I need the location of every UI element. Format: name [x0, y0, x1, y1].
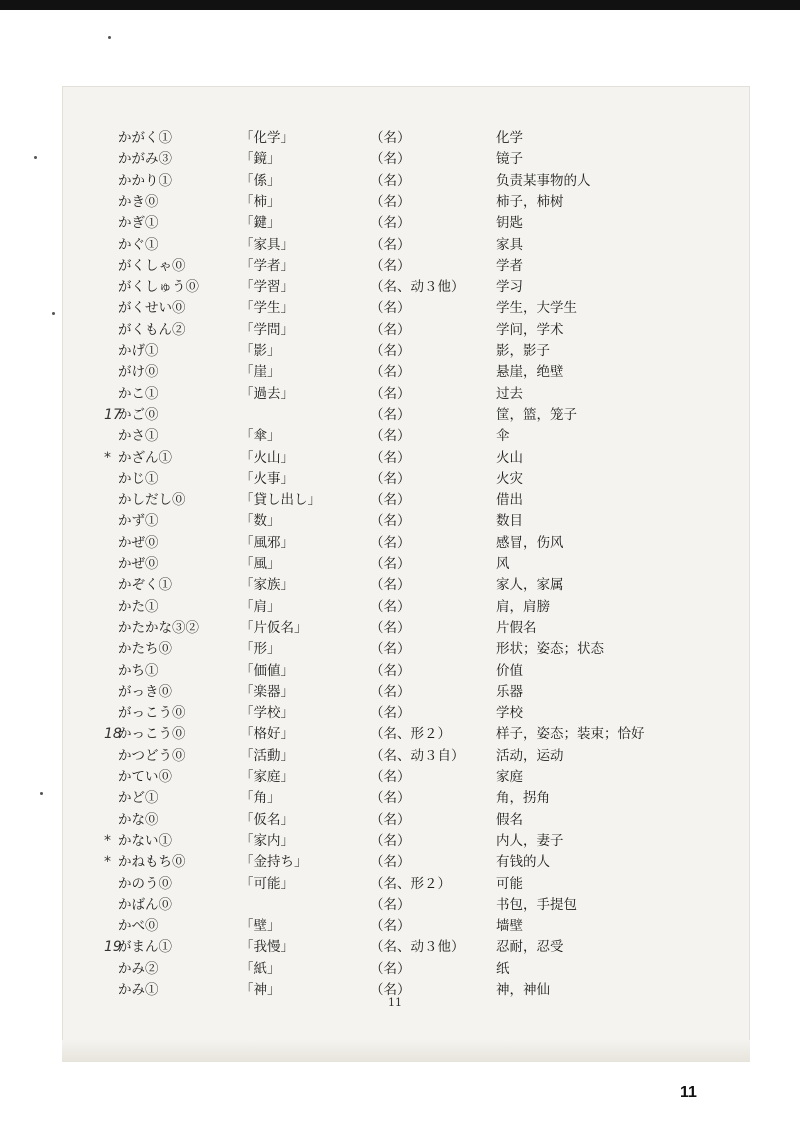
part-of-speech: （名、形２） — [370, 726, 451, 743]
part-of-speech: （名） — [370, 811, 411, 828]
kanji: 「火山」 — [240, 449, 294, 466]
reading: かがく① — [118, 130, 172, 146]
part-of-speech: （名） — [370, 960, 411, 977]
vocab-row — [0, 128, 800, 149]
part-of-speech: （名） — [370, 556, 411, 572]
vocab-row — [0, 533, 800, 554]
part-of-speech: （名） — [370, 641, 411, 658]
vocab-row — [0, 767, 800, 788]
part-of-speech: （名） — [370, 215, 411, 232]
part-of-speech: （名） — [370, 130, 411, 146]
vocab-row — [0, 597, 800, 618]
vocab-row — [0, 575, 800, 596]
meaning: 乐器 — [496, 683, 523, 700]
reading: かばん⓪ — [118, 896, 172, 913]
part-of-speech: （名） — [370, 406, 411, 423]
vocab-row — [0, 852, 800, 873]
reading: かぎ① — [118, 215, 159, 232]
meaning: 片假名 — [496, 619, 537, 636]
reading: かき⓪ — [118, 193, 159, 210]
kanji: 「楽器」 — [240, 683, 294, 700]
reading: がっこう⓪ — [118, 705, 186, 722]
part-of-speech: （名） — [370, 236, 411, 253]
reading: かざん① — [118, 449, 172, 466]
part-of-speech: （名） — [370, 513, 411, 530]
meaning: 学校 — [496, 705, 523, 722]
vocab-row — [0, 448, 800, 469]
kanji: 「傘」 — [240, 428, 281, 445]
vocab-row — [0, 959, 800, 980]
kanji: 「数」 — [240, 513, 281, 530]
meaning: 形状；姿态；状态 — [496, 641, 604, 658]
kanji: 「角」 — [240, 790, 281, 807]
vocab-row — [0, 192, 800, 213]
reading: かてい⓪ — [118, 769, 172, 785]
kanji: 「紙」 — [240, 960, 281, 977]
reading: かず① — [118, 513, 159, 530]
meaning: 借出 — [496, 492, 523, 509]
reading: かかり① — [118, 172, 172, 189]
margin-mark: * — [104, 854, 111, 871]
margin-mark: * — [104, 449, 111, 466]
vocab-row — [0, 682, 800, 703]
part-of-speech: （名、形２） — [370, 875, 451, 892]
reading: かぜ⓪ — [118, 534, 159, 551]
reading: かつどう⓪ — [118, 747, 186, 764]
vocab-row — [0, 874, 800, 895]
meaning: 有钱的人 — [496, 854, 550, 871]
reading: かべ⓪ — [118, 918, 159, 935]
part-of-speech: （名） — [370, 321, 411, 338]
part-of-speech: （名） — [370, 470, 411, 487]
margin-mark: 17 — [104, 406, 122, 423]
kanji: 「形」 — [240, 641, 281, 658]
meaning: 纸 — [496, 960, 510, 977]
meaning: 内人，妻子 — [496, 832, 564, 849]
page-number: 11 — [680, 1084, 697, 1101]
scan-top-border — [0, 0, 800, 10]
part-of-speech: （名） — [370, 449, 411, 466]
meaning: 可能 — [496, 875, 523, 892]
meaning: 家人，家属 — [496, 577, 564, 594]
meaning: 感冒，伤风 — [496, 534, 564, 551]
meaning: 活动，运动 — [496, 747, 564, 764]
vocab-row — [0, 810, 800, 831]
reading: かぐ① — [118, 236, 159, 253]
kanji: 「風」 — [240, 556, 281, 572]
inner-page-number: 11 — [388, 996, 402, 1009]
kanji: 「学校」 — [240, 705, 294, 722]
meaning: 负责某事物的人 — [496, 172, 591, 189]
vocab-row — [0, 362, 800, 383]
vocab-row — [0, 661, 800, 682]
meaning: 影，影子 — [496, 343, 550, 359]
part-of-speech: （名） — [370, 385, 411, 402]
vocab-row — [0, 639, 800, 660]
kanji: 「神」 — [240, 982, 281, 998]
reading: かみ② — [118, 960, 159, 977]
kanji: 「片仮名」 — [240, 619, 308, 636]
vocab-row — [0, 490, 800, 511]
part-of-speech: （名） — [370, 790, 411, 807]
kanji: 「影」 — [240, 343, 281, 359]
meaning: 风 — [496, 556, 510, 572]
part-of-speech: （名） — [370, 982, 411, 998]
part-of-speech: （名） — [370, 705, 411, 722]
part-of-speech: （名） — [370, 918, 411, 935]
vocab-row — [0, 788, 800, 809]
meaning: 火灾 — [496, 470, 523, 487]
kanji: 「家庭」 — [240, 769, 294, 785]
reading: かしだし⓪ — [118, 492, 186, 509]
vocab-row — [0, 916, 800, 937]
vocab-row — [0, 171, 800, 192]
kanji: 「学習」 — [240, 279, 294, 296]
kanji: 「金持ち」 — [240, 854, 308, 871]
part-of-speech: （名） — [370, 151, 411, 168]
kanji: 「家内」 — [240, 832, 294, 849]
part-of-speech: （名） — [370, 832, 411, 849]
meaning: 家庭 — [496, 769, 523, 785]
reading: がっき⓪ — [118, 683, 172, 700]
part-of-speech: （名） — [370, 769, 411, 785]
kanji: 「学問」 — [240, 321, 294, 338]
kanji: 「可能」 — [240, 875, 294, 892]
kanji: 「柿」 — [240, 193, 281, 210]
meaning: 柿子，柿树 — [496, 193, 564, 210]
reading: かみ① — [118, 982, 159, 998]
kanji: 「鏡」 — [240, 151, 281, 168]
reading: かな⓪ — [118, 811, 159, 828]
reading: かのう⓪ — [118, 875, 172, 892]
reading: がくしゅう⓪ — [118, 279, 199, 296]
margin-mark: * — [104, 832, 111, 849]
reading: がくせい⓪ — [118, 300, 186, 317]
meaning: 神，神仙 — [496, 982, 550, 998]
reading: かげ① — [118, 343, 159, 359]
part-of-speech: （名） — [370, 193, 411, 210]
vocab-row — [0, 724, 800, 745]
reading: がけ⓪ — [118, 364, 159, 381]
page-bottom-shadow — [62, 1040, 750, 1062]
meaning: 价值 — [496, 662, 523, 679]
kanji: 「係」 — [240, 172, 281, 189]
vocab-row — [0, 320, 800, 341]
part-of-speech: （名） — [370, 343, 411, 359]
reading: がくしゃ⓪ — [118, 257, 186, 274]
reading: かご⓪ — [118, 406, 159, 423]
reading: かち① — [118, 662, 159, 679]
kanji: 「化学」 — [240, 130, 294, 146]
vocab-row — [0, 149, 800, 170]
part-of-speech: （名） — [370, 364, 411, 381]
reading: かたち⓪ — [118, 641, 172, 658]
meaning: 墙壁 — [496, 918, 523, 935]
vocab-row — [0, 554, 800, 575]
vocab-row — [0, 831, 800, 852]
meaning: 假名 — [496, 811, 523, 828]
meaning: 学问，学术 — [496, 321, 564, 338]
meaning: 伞 — [496, 428, 510, 445]
kanji: 「学者」 — [240, 257, 294, 274]
kanji: 「壁」 — [240, 918, 281, 935]
part-of-speech: （名） — [370, 492, 411, 509]
vocab-row — [0, 256, 800, 277]
kanji: 「火事」 — [240, 470, 294, 487]
kanji: 「過去」 — [240, 385, 294, 402]
part-of-speech: （名） — [370, 534, 411, 551]
part-of-speech: （名） — [370, 854, 411, 871]
vocab-row — [0, 235, 800, 256]
reading: かがみ③ — [118, 151, 172, 168]
reading: かぜ⓪ — [118, 556, 159, 572]
vocab-row — [0, 618, 800, 639]
kanji: 「鍵」 — [240, 215, 281, 232]
kanji: 「我慢」 — [240, 939, 294, 956]
vocab-row — [0, 746, 800, 767]
vocab-row — [0, 405, 800, 426]
kanji: 「貸し出し」 — [240, 492, 321, 509]
meaning: 学生，大学生 — [496, 300, 577, 317]
meaning: 忍耐，忍受 — [496, 939, 564, 956]
meaning: 书包，手提包 — [496, 896, 577, 913]
kanji: 「肩」 — [240, 598, 281, 615]
part-of-speech: （名、动３他） — [370, 279, 465, 296]
vocab-row — [0, 341, 800, 362]
kanji: 「学生」 — [240, 300, 294, 317]
reading: がまん① — [118, 939, 172, 956]
kanji: 「家具」 — [240, 236, 294, 253]
reading: かこ① — [118, 385, 159, 402]
part-of-speech: （名） — [370, 896, 411, 913]
vocab-row — [0, 426, 800, 447]
reading: かた① — [118, 598, 159, 615]
part-of-speech: （名） — [370, 662, 411, 679]
margin-mark: 18 — [104, 726, 122, 743]
part-of-speech: （名） — [370, 598, 411, 615]
meaning: 过去 — [496, 385, 523, 402]
kanji: 「風邪」 — [240, 534, 294, 551]
vocab-row — [0, 213, 800, 234]
vocab-row — [0, 703, 800, 724]
vocab-row — [0, 895, 800, 916]
part-of-speech: （名、动３他） — [370, 939, 465, 956]
meaning: 悬崖，绝壁 — [496, 364, 564, 381]
reading: がくもん② — [118, 321, 186, 338]
part-of-speech: （名） — [370, 619, 411, 636]
vocab-row — [0, 937, 800, 958]
reading: かど① — [118, 790, 159, 807]
reading: かじ① — [118, 470, 159, 487]
scan-speck — [108, 36, 111, 39]
kanji: 「仮名」 — [240, 811, 294, 828]
kanji: 「家族」 — [240, 577, 294, 594]
reading: かっこう⓪ — [118, 726, 186, 743]
meaning: 肩，肩膀 — [496, 598, 550, 615]
reading: かねもち⓪ — [118, 854, 186, 871]
meaning: 镜子 — [496, 151, 523, 168]
meaning: 火山 — [496, 449, 523, 466]
part-of-speech: （名） — [370, 172, 411, 189]
kanji: 「格好」 — [240, 726, 294, 743]
part-of-speech: （名） — [370, 300, 411, 317]
meaning: 学习 — [496, 279, 523, 296]
part-of-speech: （名） — [370, 257, 411, 274]
vocab-row — [0, 511, 800, 532]
meaning: 数目 — [496, 513, 523, 530]
margin-mark: 19 — [104, 939, 122, 956]
meaning: 筐，篮，笼子 — [496, 406, 577, 423]
vocab-row — [0, 469, 800, 490]
vocab-row — [0, 384, 800, 405]
meaning: 化学 — [496, 130, 523, 146]
meaning: 学者 — [496, 257, 523, 274]
reading: かぞく① — [118, 577, 172, 594]
reading: かさ① — [118, 428, 159, 445]
kanji: 「崖」 — [240, 364, 281, 381]
meaning: 角，拐角 — [496, 790, 550, 807]
kanji: 「活動」 — [240, 747, 294, 764]
part-of-speech: （名） — [370, 428, 411, 445]
part-of-speech: （名） — [370, 577, 411, 594]
meaning: 钥匙 — [496, 215, 523, 232]
meaning: 样子，姿态；装束；恰好 — [496, 726, 645, 743]
vocab-row — [0, 277, 800, 298]
meaning: 家具 — [496, 236, 523, 253]
part-of-speech: （名） — [370, 683, 411, 700]
reading: かたかな③② — [118, 619, 199, 636]
part-of-speech: （名、动３自） — [370, 747, 465, 764]
kanji: 「価値」 — [240, 662, 294, 679]
vocab-row — [0, 298, 800, 319]
reading: かない① — [118, 832, 172, 849]
